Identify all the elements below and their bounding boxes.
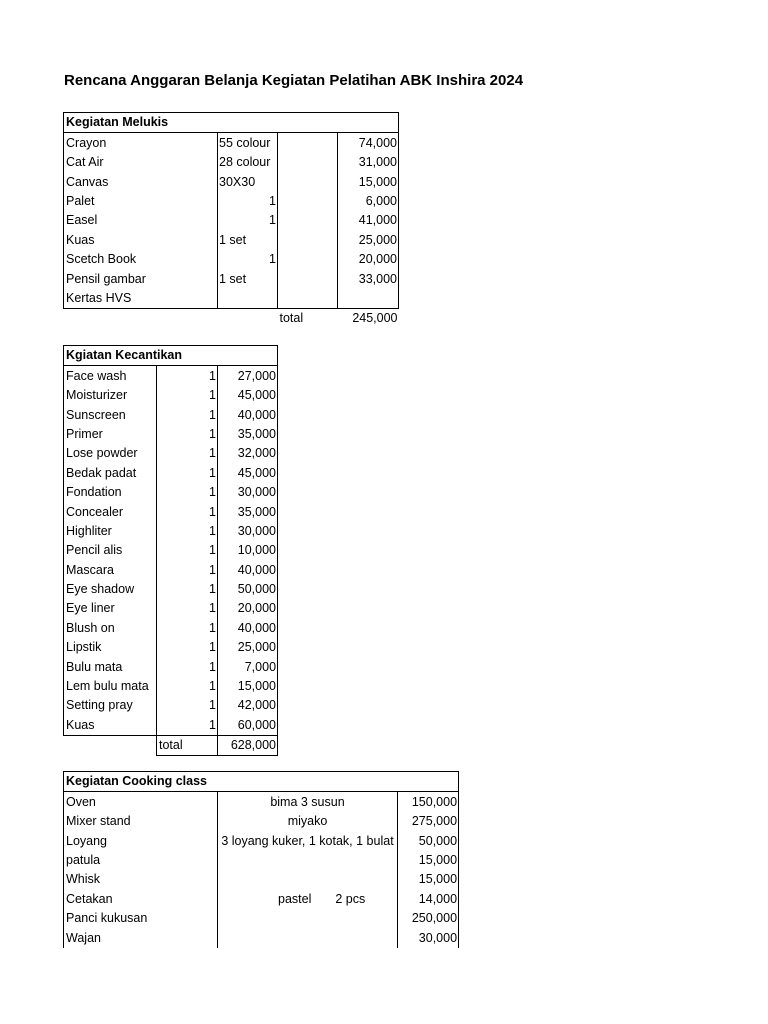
item-name: Highliter <box>64 522 157 541</box>
item-qty: 1 <box>157 638 218 657</box>
table-row <box>64 405 278 424</box>
item-price: 27,000 <box>218 366 278 386</box>
table-row <box>64 909 459 928</box>
table-row <box>64 870 459 889</box>
item-name: Pencil alis <box>64 541 157 560</box>
item-qty: 1 <box>157 580 218 599</box>
item-name: Setting pray <box>64 696 157 715</box>
item-spec: 55 colour <box>218 133 278 153</box>
item-name: Cat Air <box>64 153 218 172</box>
table-row <box>64 463 278 482</box>
item-price: 275,000 <box>398 812 459 831</box>
item-price: 40,000 <box>218 618 278 637</box>
item-spec: 30X30 <box>218 172 278 191</box>
item-name: patula <box>64 851 218 870</box>
item-qty: 1 <box>157 425 218 444</box>
item-price: 50,000 <box>398 831 459 850</box>
item-qty: 1 <box>157 366 218 386</box>
item-price: 45,000 <box>218 463 278 482</box>
item-note: bima 3 susun <box>218 792 398 812</box>
item-spec: 1 set <box>218 230 278 249</box>
table-row <box>64 560 278 579</box>
item-price: 14,000 <box>398 889 459 908</box>
item-name: Palet <box>64 192 218 211</box>
table-row <box>64 502 278 521</box>
item-name: Lem bulu mata <box>64 677 157 696</box>
item-name: Panci kukusan <box>64 909 218 928</box>
item-qty: 1 <box>157 541 218 560</box>
item-name: Kertas HVS <box>64 289 218 309</box>
item-qty: 1 <box>157 696 218 715</box>
table-row <box>64 192 399 211</box>
melukis-table <box>63 112 399 328</box>
item-name: Canvas <box>64 172 218 191</box>
item-qty: 1 <box>157 405 218 424</box>
item-name: Primer <box>64 425 157 444</box>
item-name: Mascara <box>64 560 157 579</box>
table-row <box>64 366 278 386</box>
item-price: 15,000 <box>398 851 459 870</box>
table-row <box>64 444 278 463</box>
item-spec: 1 set <box>218 269 278 288</box>
kecantikan-table <box>63 345 278 756</box>
item-name: Moisturizer <box>64 386 157 405</box>
item-note: miyako <box>218 812 398 831</box>
item-price: 20,000 <box>338 250 399 269</box>
table-row <box>64 889 459 908</box>
item-price: 250,000 <box>398 909 459 928</box>
table-row <box>64 269 399 288</box>
total-label: total <box>157 735 218 755</box>
item-qty: 1 <box>218 250 278 269</box>
item-name: Kuas <box>64 715 157 735</box>
table-row <box>64 812 459 831</box>
item-qty: 1 <box>157 715 218 735</box>
item-spec: 28 colour <box>218 153 278 172</box>
total-row <box>64 308 399 328</box>
item-name: Bulu mata <box>64 657 157 676</box>
table-row <box>64 851 459 870</box>
item-price: 35,000 <box>218 502 278 521</box>
item-qty: 1 <box>157 386 218 405</box>
item-price: 15,000 <box>398 870 459 889</box>
item-qty: 1 <box>157 599 218 618</box>
item-price: 25,000 <box>218 638 278 657</box>
melukis-header-row <box>64 113 399 133</box>
table-row <box>64 230 399 249</box>
table-row <box>64 715 278 735</box>
item-name: Wajan <box>64 928 218 947</box>
item-price: 33,000 <box>338 269 399 288</box>
item-price: 74,000 <box>338 133 399 153</box>
total-value: 245,000 <box>352 311 398 326</box>
cooking-header-row <box>64 772 459 792</box>
item-note: pastel <box>278 891 312 906</box>
item-price: 60,000 <box>218 715 278 735</box>
item-note: 3 loyang kuker, 1 kotak, 1 bulat <box>218 831 398 850</box>
item-price: 25,000 <box>338 230 399 249</box>
item-qty: 1 <box>157 657 218 676</box>
table-row <box>64 289 399 309</box>
item-name: Pensil gambar <box>64 269 218 288</box>
item-name: Blush on <box>64 618 157 637</box>
table-row <box>64 618 278 637</box>
item-price: 31,000 <box>338 153 399 172</box>
table-row <box>64 580 278 599</box>
item-name: Kuas <box>64 230 218 249</box>
table-row <box>64 638 278 657</box>
item-price: 30,000 <box>218 483 278 502</box>
table-row <box>64 522 278 541</box>
item-name: Oven <box>64 792 218 812</box>
item-name: Crayon <box>64 133 218 153</box>
item-price: 40,000 <box>218 560 278 579</box>
item-qty: 1 <box>218 211 278 230</box>
table-row <box>64 677 278 696</box>
table-row <box>64 792 459 812</box>
item-note-2: 2 pcs <box>335 891 366 906</box>
item-price: 20,000 <box>218 599 278 618</box>
item-name: Whisk <box>64 870 218 889</box>
item-price: 40,000 <box>218 405 278 424</box>
table-row <box>64 928 459 947</box>
kecantikan-header-row <box>64 346 278 366</box>
item-name: Lipstik <box>64 638 157 657</box>
table-row <box>64 696 278 715</box>
item-price: 15,000 <box>218 677 278 696</box>
item-price: 30,000 <box>218 522 278 541</box>
item-price: 45,000 <box>218 386 278 405</box>
item-name: Mixer stand <box>64 812 218 831</box>
item-price: 42,000 <box>218 696 278 715</box>
item-price: 6,000 <box>338 192 399 211</box>
table-row <box>64 657 278 676</box>
item-qty: 1 <box>157 483 218 502</box>
item-qty: 1 <box>157 502 218 521</box>
item-name: Eye shadow <box>64 580 157 599</box>
item-name: Eye liner <box>64 599 157 618</box>
item-name: Face wash <box>64 366 157 386</box>
item-price: 32,000 <box>218 444 278 463</box>
item-name: Fondation <box>64 483 157 502</box>
table-row <box>64 425 278 444</box>
table-row <box>64 541 278 560</box>
item-qty: 1 <box>157 677 218 696</box>
item-price: 50,000 <box>218 580 278 599</box>
table-row <box>64 250 399 269</box>
item-name: Concealer <box>64 502 157 521</box>
item-qty: 1 <box>218 192 278 211</box>
item-qty: 1 <box>157 463 218 482</box>
item-name: Easel <box>64 211 218 230</box>
cooking-table <box>63 771 459 948</box>
item-qty: 1 <box>157 444 218 463</box>
item-qty: 1 <box>157 618 218 637</box>
item-name: Cetakan <box>64 889 218 908</box>
item-name: Lose powder <box>64 444 157 463</box>
table-row <box>64 172 399 191</box>
item-name: Bedak padat <box>64 463 157 482</box>
total-value: 628,000 <box>218 735 278 755</box>
table-row <box>64 831 459 850</box>
item-name: Scetch Book <box>64 250 218 269</box>
cooking-header: Kegiatan Cooking class <box>64 772 459 792</box>
table-row <box>64 211 399 230</box>
table-row <box>64 133 399 153</box>
item-price: 10,000 <box>218 541 278 560</box>
table-row <box>64 153 399 172</box>
total-row <box>64 735 278 755</box>
table-row <box>64 386 278 405</box>
kecantikan-header: Kgiatan Kecantikan <box>64 346 278 366</box>
item-price: 30,000 <box>398 928 459 947</box>
item-name: Sunscreen <box>64 405 157 424</box>
table-row <box>64 483 278 502</box>
total-label: total <box>279 311 304 326</box>
table-row <box>64 599 278 618</box>
melukis-header: Kegiatan Melukis <box>64 113 399 133</box>
item-price: 15,000 <box>338 172 399 191</box>
item-price: 41,000 <box>338 211 399 230</box>
item-price: 35,000 <box>218 425 278 444</box>
item-qty: 1 <box>157 560 218 579</box>
item-qty: 1 <box>157 522 218 541</box>
item-name: Loyang <box>64 831 218 850</box>
item-price: 7,000 <box>218 657 278 676</box>
item-price: 150,000 <box>398 792 459 812</box>
page-title: Rencana Anggaran Belanja Kegiatan Pelatihan ABK Inshira 2024 <box>64 72 524 89</box>
